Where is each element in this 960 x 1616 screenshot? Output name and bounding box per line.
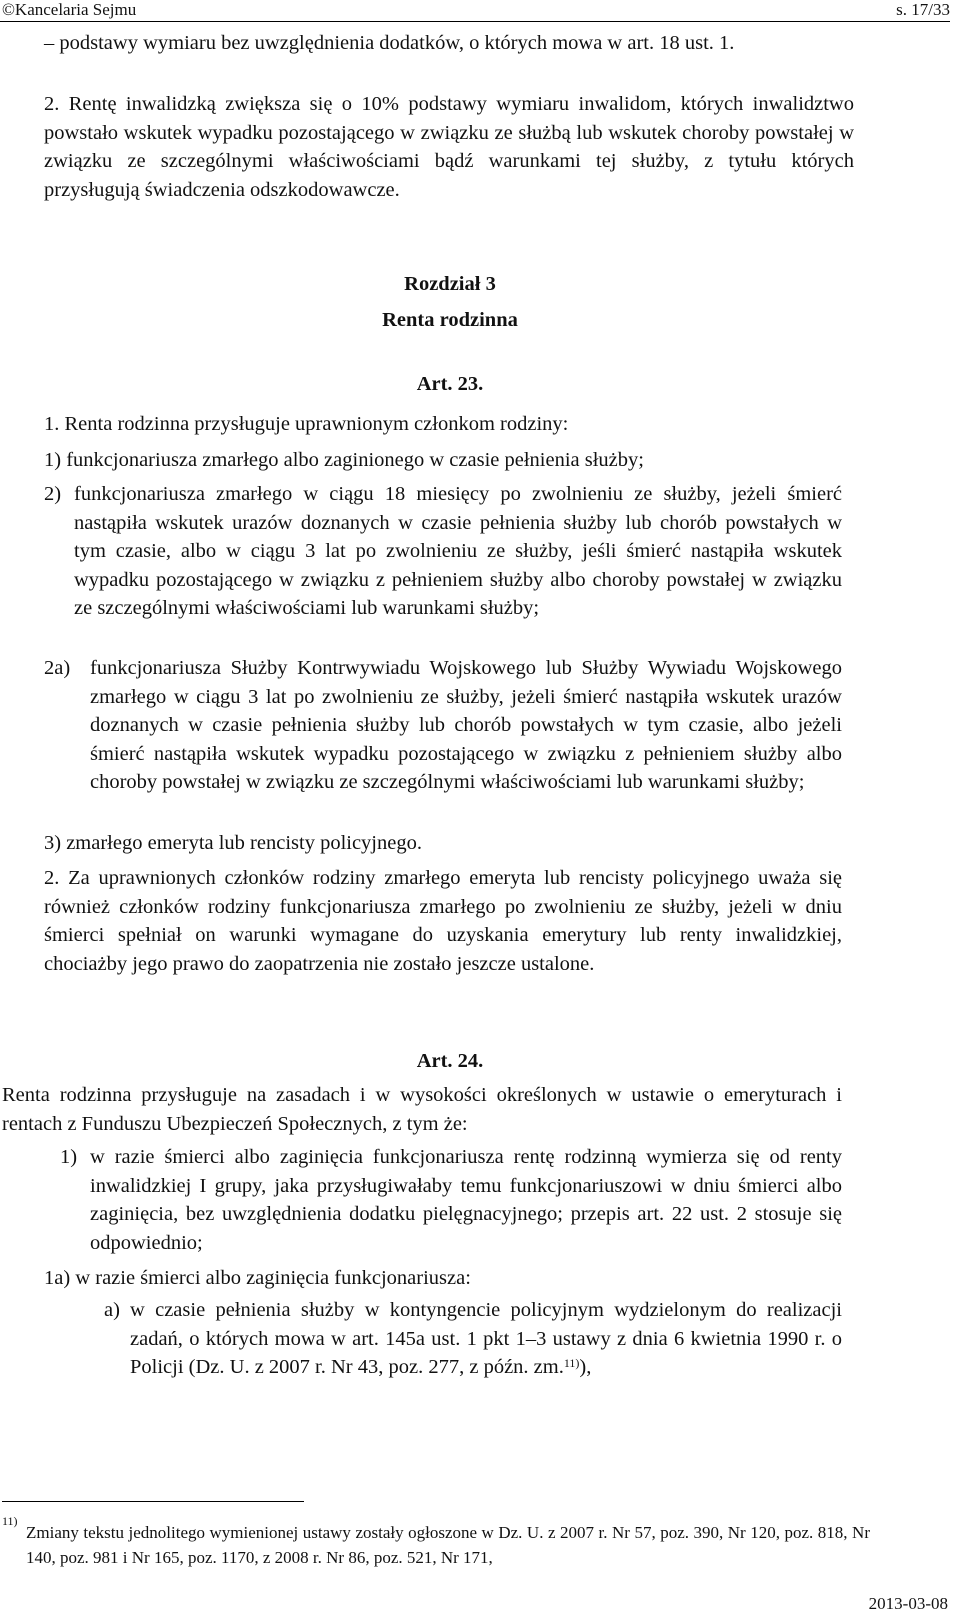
article-23-title: Art. 23. <box>416 373 484 395</box>
footnote-mark: 11) <box>2 1514 18 1528</box>
footnote-reference[interactable]: 11) <box>563 1356 580 1371</box>
art23-paragraph-1: 1. Renta rodzinna przysługuje uprawnionym członkom rodziny: <box>44 413 569 435</box>
art23-paragraph-2: 2. Za uprawnionych członków rodziny zmarłego emeryta lub rencisty policyjnego uważa się również członków rodziny funkcjonariusza zmarłego po zwolnieniu ze służby, jeżeli w dniu śmierci spełniał on warunki wymagane do uzyskania emerytury lub renty inwalidzkiej, chociażby jego prawo do zaopatrzenia nie zostało jeszcze ustalone. <box>44 867 842 975</box>
article-24-title: Art. 24. <box>416 1050 484 1072</box>
art24-item-1-text: w razie śmierci albo zaginięcia funkcjonariusza rentę rodzinną wymierza się od renty inwalidzkiej I grupy, jaka przysługiwałaby temu funkcjonariuszowi w dniu śmierci albo zaginięcia, bez uwzględnienia dodatku pielęgnacyjnego; przepis art. 22 ust. 2 stosuje się odpowiednio; <box>90 1146 842 1254</box>
art24-item-1-number: 1) <box>60 1146 78 1168</box>
art24-intro: Renta rodzinna przysługuje na zasadach i w wysokości określonych w ustawie o emeryturach i rentach z Funduszu Ubezpieczeń Społecznych, z tym że: <box>2 1084 842 1135</box>
art23-item-1: 1) funkcjonariusza zmarłego albo zaginionego w czasie pełnienia służby; <box>44 449 644 471</box>
art23-item-3: 3) zmarłego emeryta lub rencisty policyjnego. <box>44 832 422 854</box>
header-publisher: ©Kancelaria Sejmu <box>2 0 137 19</box>
art24-item-a-number: a) <box>104 1299 120 1321</box>
art23-item-2-number: 2) <box>44 483 62 505</box>
chapter-title: Renta rodzinna <box>382 309 518 331</box>
footnote-text: Zmiany tekstu jednolitego wymienionej ustawy zostały ogłoszone w Dz. U. z 2007 r. Nr 57, poz. 390, Nr 120, poz. 818, Nr 140, poz. 981 i Nr 165, poz. 1170, z 2008 r. Nr 86, poz. 521, Nr 171, <box>26 1523 870 1567</box>
paragraph-2: 2. Rentę inwalidzką zwiększa się o 10% podstawy wymiaru inwalidom, których inwalidztwo powstało wskutek wypadku pozostającego w związku ze służbą lub wskutek choroby powstałej w związku ze szczególnymi właściwościami bądź warunkami tej służby, z tytułu których przysługują świadczenia odszkodowawcze. <box>44 93 854 201</box>
header-page-number: s. 17/33 <box>896 0 950 19</box>
art24-item-1a: 1a) w razie śmierci albo zaginięcia funkcjonariusza: <box>44 1267 471 1289</box>
item-continuation: – podstawy wymiaru bez uwzględnienia dodatków, o których mowa w art. 18 ust. 1. <box>44 32 735 54</box>
header-rule <box>0 21 950 22</box>
footnote-rule <box>2 1501 304 1502</box>
chapter-number: Rozdział 3 <box>404 273 496 295</box>
footer-date: 2013-03-08 <box>868 1594 948 1613</box>
art24-item-a-text: w czasie pełnienia służby w kontyngencie policyjnym wydzielonym do realizacji zadań, o których mowa w art. 145a ust. 1 pkt 1–3 ustawy z dnia 6 kwietnia 1990 r. o Policji (Dz. U. z 2007 r. Nr 43, poz. 277, z późn. zm.$^{11)}$), <box>130 1299 842 1379</box>
art23-item-2-text: funkcjonariusza zmarłego w ciągu 18 miesięcy po zwolnieniu ze służby, jeżeli śmierć nastąpiła wskutek urazów doznanych w czasie pełnienia służby lub chorób powstałych w tym czasie, albo w ciągu 3 lat po zwolnieniu ze służby, jeśli śmierć nastąpiła wskutek wypadku pozostającego w związku z pełnieniem służby albo choroby powstałej w związku ze szczególnymi właściwościami lub warunkami służby; <box>74 483 842 620</box>
art23-item-2a-text: funkcjonariusza Służby Kontrwywiadu Wojskowego lub Służby Wywiadu Wojskowego zmarłego w ciągu 3 lat po zwolnieniu ze służby, jeżeli śmierć nastąpiła wskutek urazów doznanych w czasie pełnienia służby lub chorób powstałych w tym czasie, albo jeżeli śmierć nastąpiła wskutek wypadku pozostającego w związku z pełnieniem służby albo choroby powstałej w związku ze szczególnymi właściwościami lub warunkami służby; <box>90 657 842 794</box>
art23-item-2a-number: 2a) <box>44 657 71 679</box>
